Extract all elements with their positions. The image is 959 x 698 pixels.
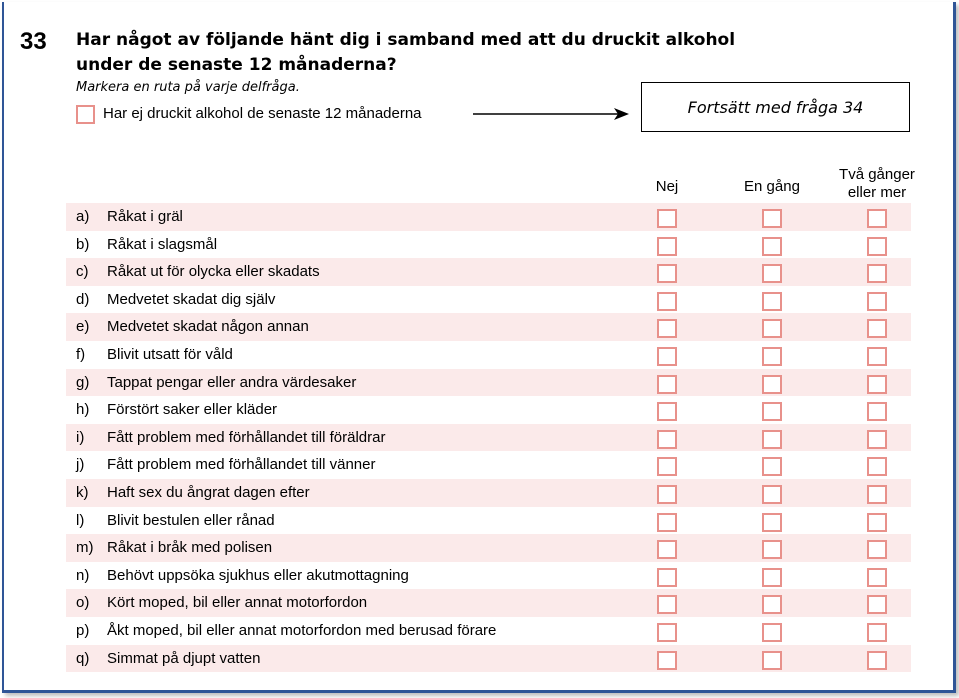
item-text: Tappat pengar eller andra värdesaker bbox=[107, 373, 357, 391]
answer-checkbox-3[interactable] bbox=[867, 292, 887, 311]
item-row bbox=[66, 341, 911, 369]
item-letter: h) bbox=[76, 401, 90, 419]
answer-checkbox-2[interactable] bbox=[762, 568, 782, 587]
answer-checkbox-1[interactable] bbox=[657, 237, 677, 256]
answer-checkbox-2[interactable] bbox=[762, 623, 782, 642]
skip-target-label: Fortsätt med fråga 34 bbox=[687, 97, 864, 117]
column-header-nej: Nej bbox=[655, 178, 679, 195]
answer-checkbox-2[interactable] bbox=[762, 292, 782, 311]
item-list bbox=[66, 203, 911, 672]
item-text: Simmat på djupt vatten bbox=[107, 649, 261, 667]
item-letter: i) bbox=[76, 428, 85, 446]
answer-checkbox-3[interactable] bbox=[867, 513, 887, 532]
answer-checkbox-1[interactable] bbox=[657, 651, 677, 670]
item-text: Fått problem med förhållandet till föräldrar bbox=[107, 428, 386, 446]
answer-checkbox-1[interactable] bbox=[657, 568, 677, 587]
answer-checkbox-2[interactable] bbox=[762, 651, 782, 670]
answer-checkbox-2[interactable] bbox=[762, 402, 782, 421]
answer-checkbox-3[interactable] bbox=[867, 457, 887, 476]
item-row bbox=[66, 203, 911, 231]
answer-checkbox-3[interactable] bbox=[867, 319, 887, 338]
answer-checkbox-2[interactable] bbox=[762, 595, 782, 614]
answer-checkbox-3[interactable] bbox=[867, 430, 887, 449]
answer-checkbox-3[interactable] bbox=[867, 595, 887, 614]
answer-checkbox-2[interactable] bbox=[762, 457, 782, 476]
answer-checkbox-3[interactable] bbox=[867, 237, 887, 256]
item-row bbox=[66, 286, 911, 314]
item-row bbox=[66, 369, 911, 397]
item-row bbox=[66, 451, 911, 479]
item-letter: n) bbox=[76, 566, 90, 584]
skip-checkbox[interactable] bbox=[76, 105, 95, 124]
item-row bbox=[66, 424, 911, 452]
answer-checkbox-2[interactable] bbox=[762, 347, 782, 366]
answer-checkbox-1[interactable] bbox=[657, 209, 677, 228]
skip-option-label: Har ej druckit alkohol de senaste 12 månaderna bbox=[103, 105, 422, 122]
item-letter: d) bbox=[76, 290, 90, 308]
answer-checkbox-3[interactable] bbox=[867, 402, 887, 421]
item-row bbox=[66, 258, 911, 286]
question-title: Har något av följande hänt dig i samband med att du druckit alkohol under de senaste 12 månaderna? bbox=[76, 30, 736, 75]
answer-checkbox-2[interactable] bbox=[762, 209, 782, 228]
item-letter: c) bbox=[76, 263, 89, 281]
item-text: Blivit bestulen eller rånad bbox=[107, 511, 275, 529]
answer-checkbox-3[interactable] bbox=[867, 209, 887, 228]
item-text: Råkat ut för olycka eller skadats bbox=[107, 263, 320, 281]
column-header-tva-ganger: Två gånger eller mer bbox=[839, 166, 915, 201]
answer-checkbox-3[interactable] bbox=[867, 347, 887, 366]
column-header-en-gang: En gång bbox=[744, 178, 800, 195]
answer-checkbox-3[interactable] bbox=[867, 485, 887, 504]
item-text: Råkat i bråk med polisen bbox=[107, 539, 273, 557]
item-text: Behövt uppsöka sjukhus eller akutmottagning bbox=[107, 566, 409, 584]
answer-checkbox-2[interactable] bbox=[762, 540, 782, 559]
item-letter: o) bbox=[76, 594, 90, 612]
question-number: 33 bbox=[20, 28, 47, 55]
answer-checkbox-3[interactable] bbox=[867, 540, 887, 559]
item-row bbox=[66, 562, 911, 590]
item-text: Åkt moped, bil eller annat motorfordon med berusad förare bbox=[107, 621, 497, 639]
item-text: Blivit utsatt för våld bbox=[107, 345, 233, 363]
item-letter: g) bbox=[76, 373, 90, 391]
item-letter: e) bbox=[76, 318, 90, 336]
answer-checkbox-2[interactable] bbox=[762, 485, 782, 504]
item-text: Förstört saker eller kläder bbox=[107, 401, 278, 419]
answer-checkbox-1[interactable] bbox=[657, 485, 677, 504]
answer-checkbox-3[interactable] bbox=[867, 264, 887, 283]
item-letter: j) bbox=[76, 456, 85, 474]
item-text: Medvetet skadat dig själv bbox=[107, 290, 276, 308]
answer-checkbox-1[interactable] bbox=[657, 595, 677, 614]
item-text: Fått problem med förhållandet till vänner bbox=[107, 456, 376, 474]
answer-checkbox-3[interactable] bbox=[867, 651, 887, 670]
item-row bbox=[66, 479, 911, 507]
item-letter: b) bbox=[76, 235, 90, 253]
answer-checkbox-2[interactable] bbox=[762, 430, 782, 449]
item-row bbox=[66, 507, 911, 535]
answer-checkbox-1[interactable] bbox=[657, 319, 677, 338]
item-text: Medvetet skadat någon annan bbox=[107, 318, 309, 336]
answer-checkbox-3[interactable] bbox=[867, 568, 887, 587]
item-text: Haft sex du ångrat dagen efter bbox=[107, 483, 310, 501]
answer-checkbox-1[interactable] bbox=[657, 513, 677, 532]
item-row bbox=[66, 313, 911, 341]
item-letter: l) bbox=[76, 511, 85, 529]
item-letter: m) bbox=[76, 539, 94, 557]
answer-checkbox-1[interactable] bbox=[657, 623, 677, 642]
answer-checkbox-1[interactable] bbox=[657, 292, 677, 311]
item-row bbox=[66, 645, 911, 673]
answer-checkbox-2[interactable] bbox=[762, 319, 782, 338]
answer-checkbox-2[interactable] bbox=[762, 237, 782, 256]
item-letter: q) bbox=[76, 649, 90, 667]
question-instruction: Markera en ruta på varje delfråga. bbox=[76, 80, 300, 95]
answer-checkbox-1[interactable] bbox=[657, 347, 677, 366]
item-row bbox=[66, 617, 911, 645]
answer-checkbox-1[interactable] bbox=[657, 264, 677, 283]
answer-checkbox-1[interactable] bbox=[657, 375, 677, 394]
skip-target-box bbox=[641, 82, 910, 132]
item-letter: a) bbox=[76, 208, 90, 225]
answer-checkbox-3[interactable] bbox=[867, 623, 887, 642]
answer-checkbox-1[interactable] bbox=[657, 457, 677, 476]
item-row bbox=[66, 589, 911, 617]
answer-checkbox-2[interactable] bbox=[762, 264, 782, 283]
answer-checkbox-1[interactable] bbox=[657, 402, 677, 421]
item-text: Råkat i slagsmål bbox=[107, 235, 218, 253]
answer-checkbox-1[interactable] bbox=[657, 430, 677, 449]
answer-checkbox-2[interactable] bbox=[762, 513, 782, 532]
item-letter: f) bbox=[76, 345, 86, 363]
item-text: Råkat i gräl bbox=[107, 208, 183, 225]
arrow-right-icon bbox=[473, 105, 629, 123]
item-text: Kört moped, bil eller annat motorfordon bbox=[107, 594, 368, 612]
answer-checkbox-3[interactable] bbox=[867, 375, 887, 394]
item-letter: k) bbox=[76, 483, 89, 501]
item-row bbox=[66, 396, 911, 424]
item-row bbox=[66, 534, 911, 562]
item-row bbox=[66, 231, 911, 259]
answer-checkbox-1[interactable] bbox=[657, 540, 677, 559]
item-letter: p) bbox=[76, 621, 90, 639]
answer-checkbox-2[interactable] bbox=[762, 375, 782, 394]
